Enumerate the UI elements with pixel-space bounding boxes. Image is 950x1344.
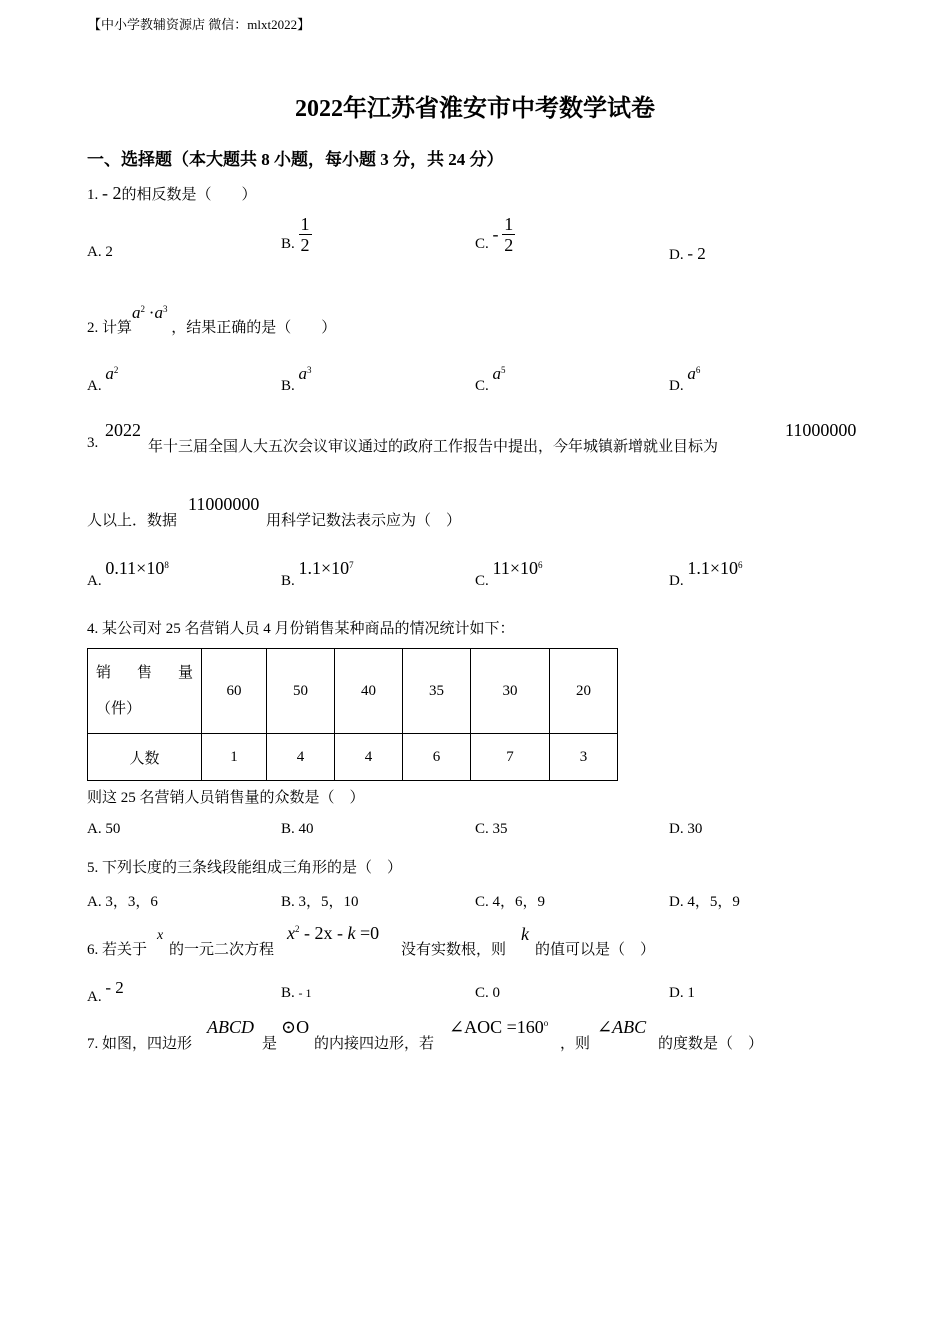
row-header-count: 人数 [88, 734, 202, 781]
q4-option-c: C. 35 [475, 821, 508, 837]
table-cell: 35 [403, 649, 471, 734]
q2-option-c: C. $a^5$ [475, 364, 506, 394]
table-cell: 6 [403, 734, 471, 781]
q6-var-x: x [157, 928, 164, 943]
q4-option-a: A. 50 [87, 821, 121, 837]
q6-option-b: B. - 1 [281, 985, 312, 1001]
q3-line2a: 人以上．数据 [87, 513, 178, 529]
q5-option-d: D. 4，5，9 [669, 894, 740, 910]
q3-number: 3. [87, 435, 99, 451]
q3-year: 2022 [105, 420, 141, 440]
table-row [88, 649, 618, 734]
q6-option-d: D. 1 [669, 985, 695, 1001]
q3-line1: 年十三届全国人大五次会议审议通过的政府工作报告中提出，今年城镇新增就业目标为 [148, 439, 719, 455]
q6-option-a: A. - 2 [87, 978, 124, 1005]
q7-is: 是 [262, 1036, 278, 1052]
q1-option-d: D. - 2 [669, 244, 706, 263]
q7-post: 的度数是（ ） [658, 1036, 764, 1052]
q4-question: 则这 25 名营销人员销售量的众数是（ ） [87, 790, 365, 806]
row-header-sales: 销 售 量 （件） [88, 649, 202, 734]
sales-table [87, 648, 618, 781]
q7-then: ，则 [560, 1036, 591, 1052]
q1-expr: - 2 [102, 183, 122, 203]
q2-option-a: A. $a^2$ [87, 364, 119, 394]
q1-b-fraction: $\frac{1}{2}$ [300, 214, 310, 255]
q6-var-k: k [521, 924, 529, 944]
q3-option-a: A. $0.11\times 10^8$ [87, 558, 169, 589]
table-row [88, 734, 618, 781]
q3-option-c: C. $11\times 10^6$ [475, 558, 543, 589]
q5-option-c: C. 4，6，9 [475, 894, 546, 910]
q1-option-a: A. 2 [87, 244, 113, 260]
table-cell: 50 [267, 649, 335, 734]
q6-mid: 的一元二次方程 [169, 942, 275, 958]
q5-option-a: A. 3，3，6 [87, 894, 158, 910]
q7-angle-abc: ∠ABC [597, 1017, 647, 1037]
q6-option-c: C. 0 [475, 985, 501, 1001]
page-title: 2022年江苏省淮安市中考数学试卷 [295, 96, 655, 122]
q7-circle: ⊙O [281, 1017, 310, 1037]
table-cell: 4 [267, 734, 335, 781]
table-cell: 3 [550, 734, 618, 781]
q6-mid2: 没有实数根，则 [401, 942, 507, 958]
table-cell: 7 [471, 734, 550, 781]
q4-stem: 4. 某公司对 25 名营销人员 4 月份销售某种商品的情况统计如下： [87, 621, 515, 637]
table-cell: 40 [335, 649, 403, 734]
table-cell: 20 [550, 649, 618, 734]
table-cell: 4 [335, 734, 403, 781]
q4-option-d: D. 30 [669, 821, 703, 837]
q1-c-fraction: $\frac{1}{2}$ [504, 214, 514, 255]
q7-angle-aoc: ∠AOC $=160^o$ [449, 1017, 549, 1037]
table-cell: 30 [471, 649, 550, 734]
q3-value: 11000000 [785, 420, 857, 440]
q1-option-b: B. $\frac{1}{2}$ [281, 214, 310, 255]
q7-mid: 的内接四边形，若 [314, 1036, 435, 1052]
q5-stem: 5. 下列长度的三条线段能组成三角形的是（ ） [87, 860, 403, 876]
q7-pre: 7. 如图，四边形 [87, 1036, 193, 1052]
table-cell: 1 [202, 734, 267, 781]
q4-option-b: B. 40 [281, 821, 314, 837]
q6-post: 的值可以是（ ） [535, 942, 656, 958]
question-2: 2. 计算$a^2 \cdot a^3$ ，结果正确的是（ ） [87, 303, 337, 336]
q5-option-b: B. 3，5，10 [281, 894, 359, 910]
q3-option-b: B. $1.1\times 10^7$ [281, 558, 354, 589]
q2-option-b: B. $a^3$ [281, 364, 312, 394]
q7-quad: ABCD [207, 1017, 254, 1037]
q2-option-d: D. $a^6$ [669, 364, 701, 394]
q6-equation: $x^2 - 2x - k =0$ [287, 923, 380, 943]
q6-pre: 6. 若关于 [87, 942, 148, 958]
q3-line2b: 用科学记数法表示应为（ ） [266, 513, 462, 529]
q1-option-c: C. - $\frac{1}{2}$ [475, 214, 514, 255]
header-note: 【中小学教辅资源店 微信：mlxt2022】 [88, 17, 311, 32]
table-cell: 60 [202, 649, 267, 734]
q3-option-d: D. $1.1\times 10^6$ [669, 558, 743, 589]
q3-value-2: 11000000 [188, 494, 260, 514]
question-1: 1. - 2的相反数是（ ） [87, 183, 257, 203]
section-heading: 一、选择题（本大题共 8 小题，每小题 3 分，共 24 分） [87, 150, 504, 169]
